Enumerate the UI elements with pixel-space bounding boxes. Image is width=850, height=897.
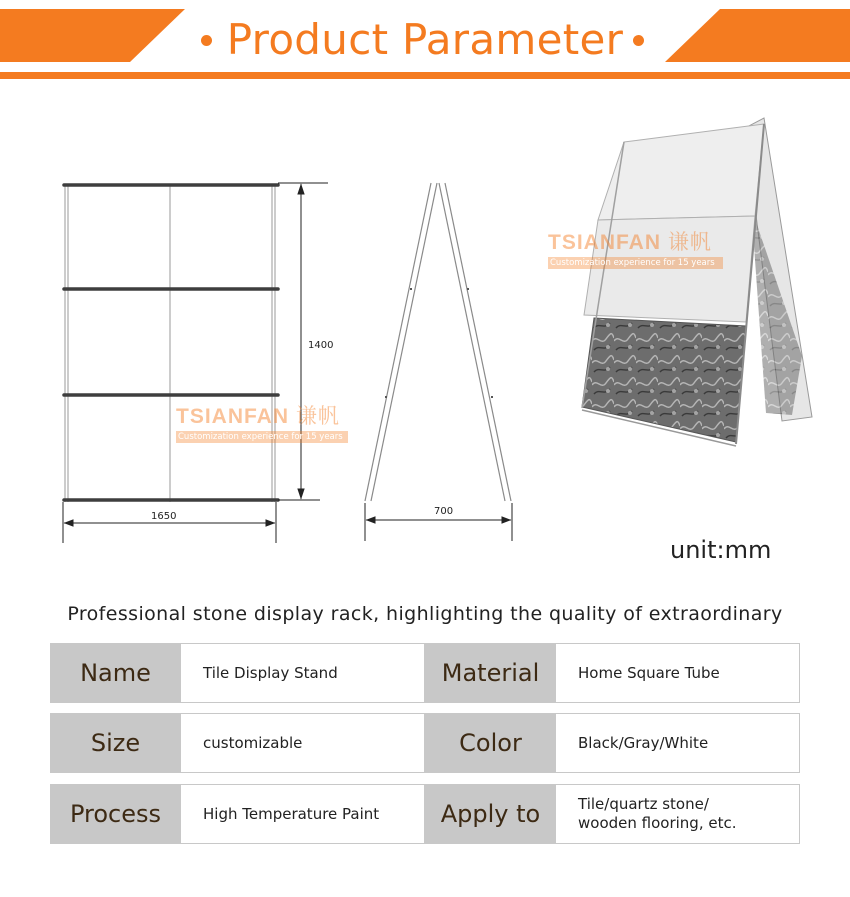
page-title: Product Parameter: [226, 15, 624, 64]
watermark-tagline: Customization experience for 15 years: [548, 257, 723, 269]
param-row-process-apply: [50, 784, 800, 844]
depth-dimension-label: 700: [434, 506, 454, 517]
watermark-brand-cn: 谦帆: [295, 405, 340, 428]
watermark-tagline: Customization experience for 15 years: [176, 431, 348, 443]
product-headline: Professional stone display rack, highlighting the quality of extraordinary: [67, 603, 783, 625]
param-value-color: Black/Gray/White: [556, 713, 800, 773]
param-label-color: Color: [425, 713, 556, 773]
watermark-photo: [548, 226, 723, 269]
param-label-name: Name: [50, 643, 181, 703]
param-label-material: Material: [425, 643, 556, 703]
side-view-drawing: [355, 175, 525, 545]
unit-label: unit:mm: [670, 536, 772, 564]
height-dimension-label: 1400: [308, 340, 334, 351]
param-value-process: High Temperature Paint: [181, 784, 425, 844]
param-value-size: customizable: [181, 713, 425, 773]
watermark-brand: TSIANFAN: [548, 231, 661, 254]
front-view-drawing: [40, 170, 350, 550]
header-underline: [0, 72, 850, 79]
param-label-size: Size: [50, 713, 181, 773]
param-row-name-material: [50, 643, 800, 703]
watermark-front: [176, 400, 348, 443]
product-photo-icon: [570, 110, 820, 455]
param-value-apply-to: Tile/quartz stone/ wooden flooring, etc.: [556, 784, 800, 844]
width-dimension-label: 1650: [151, 511, 177, 522]
param-value-name: Tile Display Stand: [181, 643, 425, 703]
param-label-apply-to: Apply to: [425, 784, 556, 844]
watermark-brand-cn: 谦帆: [667, 231, 712, 254]
watermark-brand: TSIANFAN: [176, 405, 289, 428]
param-row-size-color: [50, 713, 800, 773]
param-value-material: Home Square Tube: [556, 643, 800, 703]
param-label-process: Process: [50, 784, 181, 844]
